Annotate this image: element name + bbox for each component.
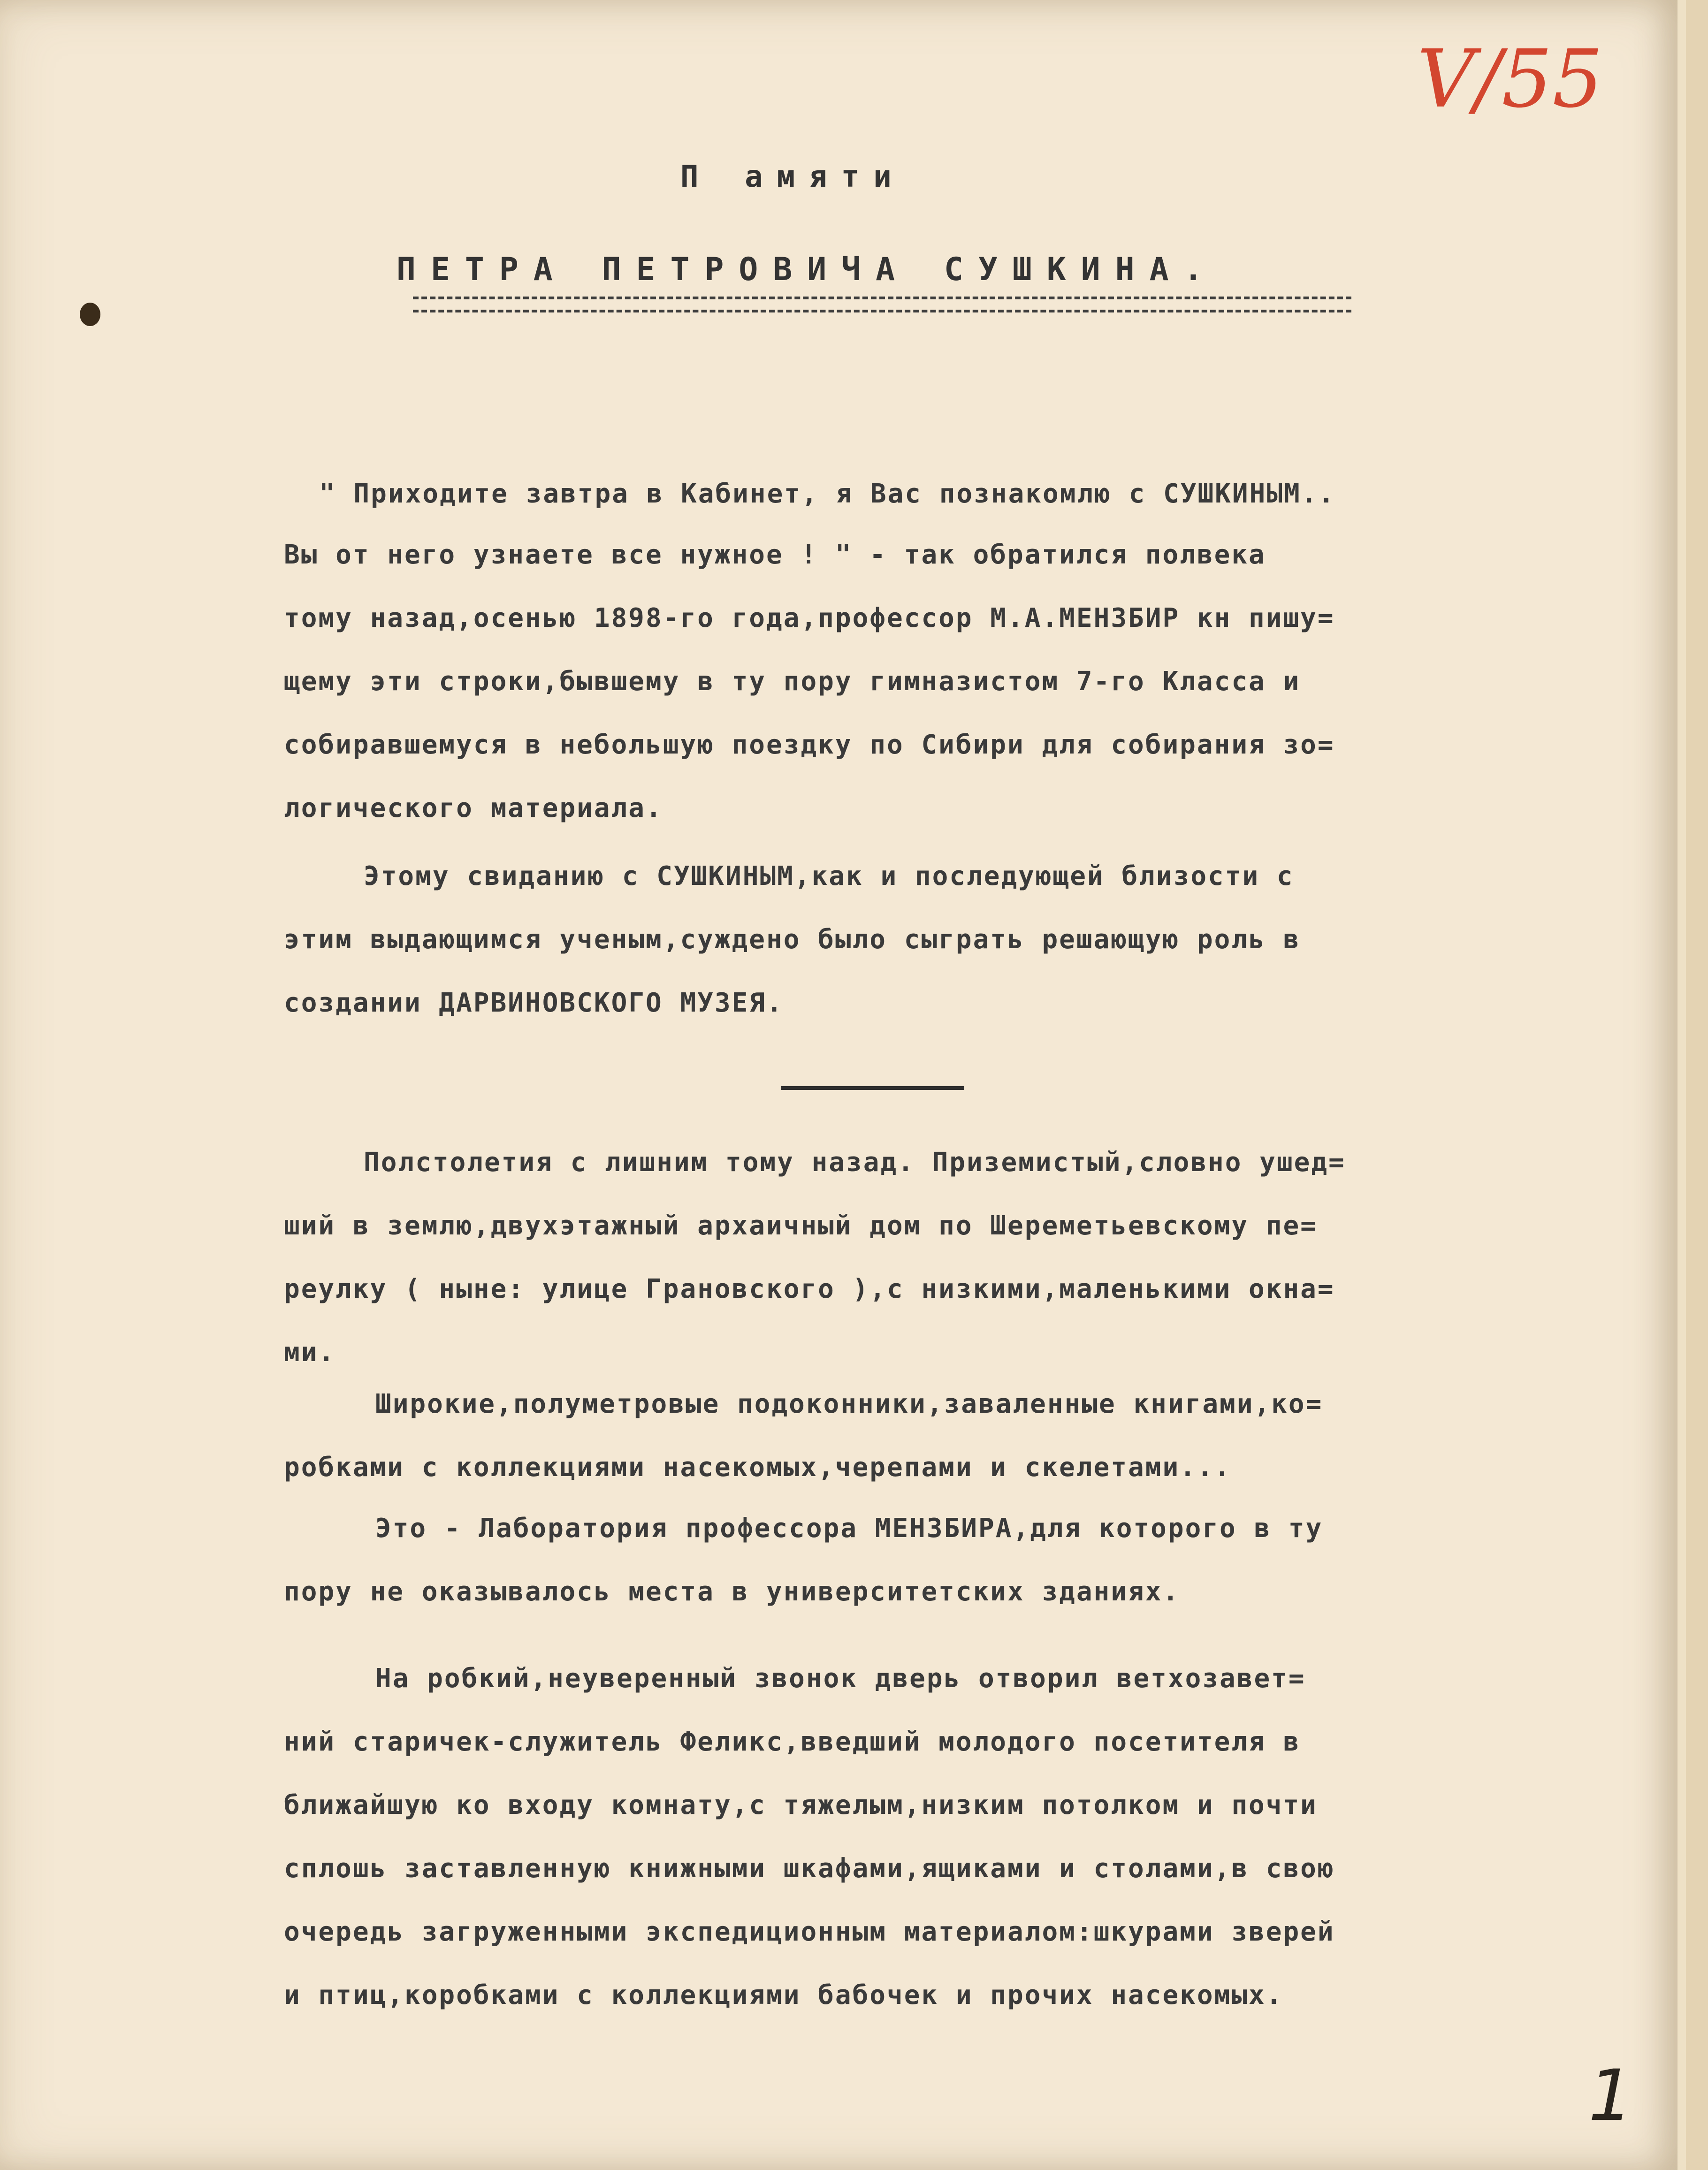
text-line: Полстолетия с лишним тому назад. Приземистый,словно ушед= [364,1147,1346,1178]
text-line: создании ДАРВИНОВСКОГО МУЗЕЯ. [284,988,784,1018]
text-line: Вы от него узнаете все нужное ! " - так обратился полвека [284,540,1266,570]
text-line: Этому свиданию с СУШКИНЫМ,как и последующей близости с [364,861,1294,891]
text-line: пору не оказывалось места в университетских зданиях. [284,1576,1180,1607]
page-number: 1 [1588,2055,1633,2137]
text-line: ший в землю,двухэтажный архаичный дом по Шереметьевскому пе= [284,1211,1318,1241]
text-line: Широкие,полуметровые подоконники,заваленные книгами,ко= [375,1389,1323,1419]
text-line: тому назад,осенью 1898-го года,профессор М.А.МЕНЗБИР кн пишу= [284,603,1335,633]
text-line: очередь загруженными экспедиционным материалом:шкурами зверей [284,1917,1335,1947]
text-line: ний старичек-служитель Феликс,введший молодого посетителя в [284,1727,1301,1757]
page-edge [1682,0,1708,2170]
text-line: этим выдающимся ученым,суждено было сыграть решающую роль в [284,924,1301,955]
title-underline [413,297,1351,312]
text-line: робками с коллекциями насекомых,черепами и скелетами... [284,1452,1232,1483]
heading-in-memory: П амяти [680,160,906,194]
text-line: и птиц,коробками с коллекциями бабочек и прочих насекомых. [284,1980,1283,2010]
text-line: собиравшемуся в небольшую поездку по Сибири для собирания зо= [284,730,1335,760]
text-line: На робкий,неуверенный звонок дверь отворил ветхозавет= [375,1663,1306,1694]
text-line: ми. [284,1337,336,1368]
text-line: сплошь заставленную книжными шкафами,ящиками и столами,в свою [284,1853,1335,1884]
text-line: щему эти строки,бывшему в ту пору гимназистом 7-го Класса и [284,666,1301,697]
text-line: ближайшую ко входу комнату,с тяжелым,низким потолком и почти [284,1790,1318,1820]
text-line: реулку ( ныне: улице Грановского ),с низкими,маленькими окна= [284,1274,1335,1304]
text-line: " Приходите завтра в Кабинет, я Вас познакомлю с СУШКИНЫМ.. [319,479,1336,509]
punch-hole [80,303,100,326]
heading-name: ПЕТРА ПЕТРОВИЧА СУШКИНА. [396,251,1218,288]
handwritten-archive-mark: V/55 [1417,33,1603,126]
section-divider [781,1086,964,1090]
text-line: логического материала. [284,793,663,823]
text-line: Это - Лаборатория профессора МЕНЗБИРА,для которого в ту [375,1513,1323,1544]
